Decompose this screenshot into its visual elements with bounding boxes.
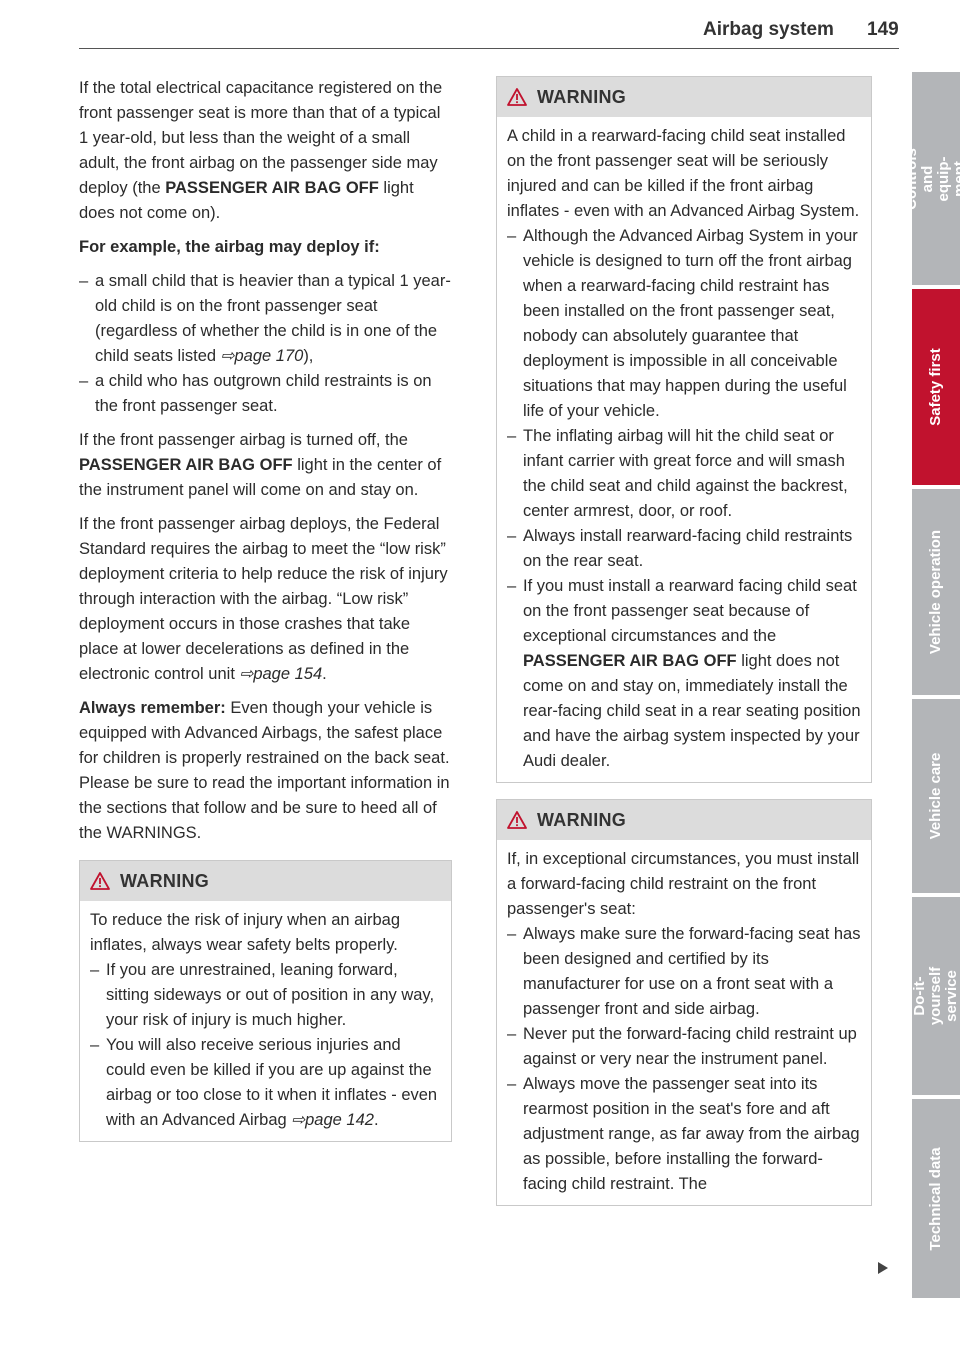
list-item: – The inflating airbag will hit the child seat or infant carrier with great force and will smash the child seat and child against the backrest, center armrest, door, or roof. — [507, 424, 861, 524]
list-item: – If you must install a rearward facing child seat on the front passenger seat because of exceptional circumstances and the PASSENGER AIR BAG OFF light does not come on and stay on, immediately install the rear-facing child seat in a rear seating position and have the airbag system inspected by your Audi dealer. — [507, 574, 861, 774]
warning-title: WARNING — [537, 86, 627, 107]
warning-intro: If, in exceptional circumstances, you must install a forward-facing child restraint on the front passenger's seat: — [507, 850, 860, 918]
warning-triangle-icon — [507, 811, 527, 829]
side-tab-vehicle-operation[interactable] — [912, 489, 960, 695]
continue-arrow-icon — [877, 1261, 889, 1275]
list-item: – Always install rearward-facing child restraints on the rear seat. — [507, 524, 861, 574]
side-tab-label: Controls and equip- ment — [903, 147, 968, 210]
side-tab-label: Technical data — [927, 1146, 944, 1251]
example-heading: For example, the airbag may deploy if: — [79, 238, 380, 256]
warning-header — [497, 800, 871, 840]
side-tab-label: Safety first — [927, 348, 944, 426]
page-reference-link[interactable]: ⇨page 170 — [220, 347, 304, 365]
paragraph-capacitance: If the total electrical capacitance registered on the front passenger seat is more than that of a typical 1 year-old, but less than the weight of a small adult, the front airbag on the passenger side may deploy (the PASSENGER AIR BAG OFF light does not come on). — [79, 79, 443, 222]
right-column — [496, 76, 872, 1206]
warning-box — [79, 860, 452, 1142]
warning-list — [507, 224, 861, 774]
indicator-name: PASSENGER AIR BAG OFF — [165, 179, 379, 197]
warning-intro: To reduce the risk of injury when an airbag inflates, always wear safety belts properly. — [90, 911, 401, 954]
warning-header — [80, 861, 451, 901]
warning-body — [497, 117, 871, 782]
warning-list — [90, 958, 441, 1133]
side-tab-do-it-yourself-service[interactable] — [912, 897, 960, 1095]
list-item: – Although the Advanced Airbag System in your vehicle is designed to turn off the front airbag when a rearward-facing child restraint has been installed on the front passenger seat, nobody can absolutely guarantee that deployment is impossible in all conceivable situations that may happen during the useful life of your vehicle. — [507, 224, 861, 424]
side-tab-technical-data[interactable] — [912, 1099, 960, 1298]
warning-triangle-icon — [90, 872, 110, 890]
warning-body — [80, 901, 451, 1141]
side-tab-vehicle-care[interactable] — [912, 699, 960, 893]
list-item: – Always make sure the forward-facing seat has been designed and certified by its manufacturer for use on a front seat with a passenger front and side airbag. — [507, 922, 861, 1022]
warning-header — [497, 77, 871, 117]
example-list — [79, 269, 452, 419]
list-item: – Always move the passenger seat into its rearmost position in the seat's fore and aft adjustment range, as far away from the airbag as possible, before installing the forward-facing child restraint. The — [507, 1072, 861, 1197]
paragraph-always-remember: Always remember: Even though your vehicle is equipped with Advanced Airbags, the safest place for children is properly restrained on the back seat. Please be sure to read the important information in the sections that follow and be sure to heed all of the WARNINGS. — [79, 699, 450, 842]
side-tab-controls-and-equipment[interactable] — [903, 72, 968, 285]
warning-intro: A child in a rearward-facing child seat installed on the front passenger seat will be seriously injured and can be killed if the front airbag inflates - even with an Advanced Airbag System. — [507, 127, 860, 220]
warning-list — [507, 922, 861, 1197]
list-item: – If you are unrestrained, leaning forward, sitting sideways or out of position in any way, your risk of injury is much higher. — [90, 958, 441, 1033]
warning-triangle-icon — [507, 88, 527, 106]
list-item: – You will also receive serious injuries and could even be killed if you are up against the airbag or too close to it when it inflates - even with an Advanced Airbag ⇨page 142. — [90, 1033, 441, 1133]
warning-body — [497, 840, 871, 1205]
list-item: – Never put the forward-facing child restraint up against or very near the instrument panel. — [507, 1022, 861, 1072]
paragraph-airbag-off: If the front passenger airbag is turned off, the PASSENGER AIR BAG OFF light in the center of the instrument panel will come on and stay on. — [79, 431, 442, 499]
indicator-name: PASSENGER AIR BAG OFF — [79, 456, 293, 474]
warning-title: WARNING — [537, 809, 627, 830]
left-column — [79, 76, 452, 1142]
list-item: – a small child that is heavier than a typical 1 year-old child is on the front passenger seat (regardless of whether the child is in one of the child seats listed ⇨page 170), — [79, 269, 452, 369]
side-tab-safety-first[interactable] — [912, 289, 960, 485]
list-item: – a child who has outgrown child restraints is on the front passenger seat. — [79, 369, 452, 419]
warning-title: WARNING — [120, 870, 210, 891]
warning-box — [496, 76, 872, 783]
side-tab-label: Vehicle operation — [927, 529, 944, 655]
page-reference-link[interactable]: ⇨page 154 — [239, 665, 323, 683]
side-tab-label: Vehicle care — [927, 752, 944, 840]
header-rule — [79, 48, 899, 49]
side-tab-label: Do-it-yourself service — [911, 966, 960, 1026]
indicator-name: PASSENGER AIR BAG OFF — [523, 652, 737, 670]
page-number: 149 — [867, 19, 899, 40]
page-reference-link[interactable]: ⇨page 142 — [291, 1111, 374, 1129]
running-header-title: Airbag system — [703, 19, 834, 40]
warning-box — [496, 799, 872, 1206]
paragraph-low-risk: If the front passenger airbag deploys, the Federal Standard requires the airbag to meet the “low risk” deployment criteria to help reduce the risk of injury through interaction with the airbag. “Low risk” deployment occurs in those crashes that take place at lower decelerations as defined in the electronic control unit ⇨page 154. — [79, 515, 448, 683]
